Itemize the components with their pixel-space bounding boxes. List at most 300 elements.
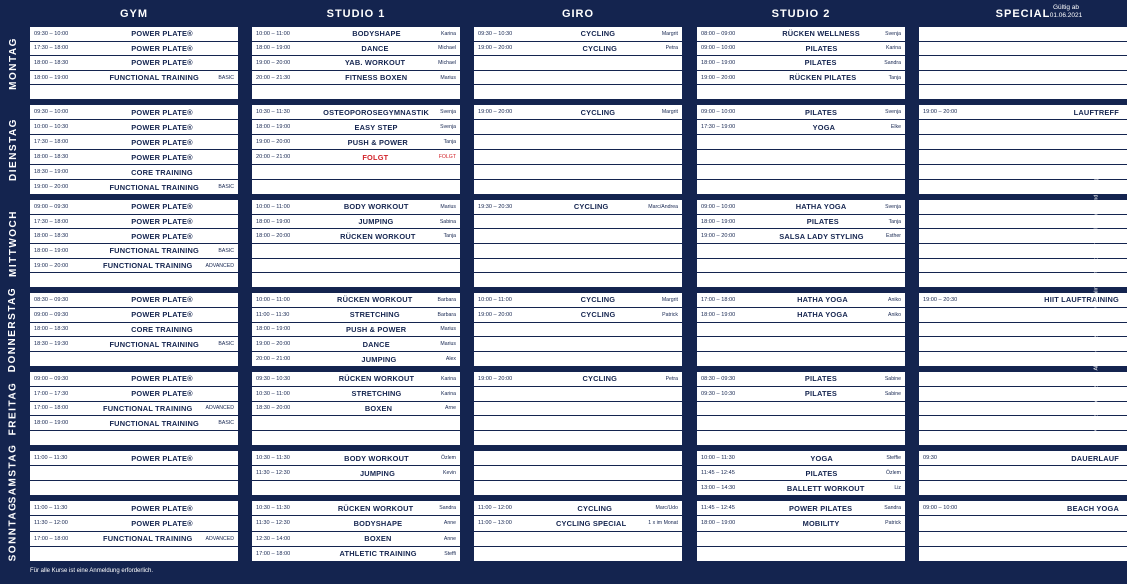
- course-trainer: BASIC: [218, 74, 234, 81]
- course-trainer: Svenja: [885, 30, 901, 37]
- schedule-cell-mittwoch-studio-1: [252, 200, 460, 287]
- empty-slot: [474, 180, 682, 194]
- course-slot: [252, 56, 460, 71]
- schedule-cell-samstag-gym: [30, 451, 238, 495]
- course-slot: [252, 150, 460, 165]
- course-name: JUMPING: [361, 354, 397, 364]
- schedule-cell-donnerstag-gym: [30, 293, 238, 366]
- course-time: 19:00 – 20:00: [478, 45, 513, 52]
- course-time: 19:30 – 20:30: [478, 203, 513, 210]
- course-time: 18:00 – 19:00: [256, 326, 291, 333]
- course-time: 20:00 – 21:30: [256, 74, 291, 81]
- course-trainer: Barbara: [437, 296, 456, 303]
- course-time: 17:30 – 18:00: [34, 218, 69, 225]
- course-time: 13:00 – 14:30: [701, 485, 736, 491]
- course-name: HATHA YOGA: [797, 295, 848, 305]
- course-trainer: Tanja: [443, 139, 456, 145]
- empty-slot: [474, 532, 682, 547]
- course-time: 19:00 – 20:00: [478, 109, 513, 115]
- empty-slot: [474, 85, 682, 99]
- course-name: HIIT LAUFTRAINING: [1044, 295, 1119, 305]
- empty-slot: [30, 85, 238, 99]
- empty-slot: [697, 547, 905, 561]
- empty-slot: [30, 431, 238, 445]
- course-slot: [697, 229, 905, 244]
- course-slot: [252, 42, 460, 57]
- course-trainer: Svenja: [885, 203, 901, 210]
- course-name: RÜCKEN WORKOUT: [338, 374, 415, 384]
- schedule-cell-dienstag-gym: [30, 105, 238, 194]
- empty-slot: [474, 352, 682, 366]
- course-time: 09:00 – 09:30: [34, 311, 69, 318]
- course-time: 20:00 – 21:00: [256, 154, 291, 160]
- course-time: 18:00 – 18:30: [34, 59, 69, 66]
- empty-slot: [697, 352, 905, 366]
- empty-slot: [252, 416, 460, 431]
- course-slot: [252, 352, 460, 366]
- course-time: 19:00 – 20:00: [256, 139, 291, 145]
- course-trainer: ADVANCED: [205, 262, 234, 269]
- side-info-text: Kursplanänderungen und Aktuelles findest Du unter www.almosportclub.com und bei Facebook und Instagram.: [1093, 167, 1100, 433]
- course-trainer: Barbara: [437, 311, 456, 318]
- course-name: FUNCTIONAL TRAINING: [109, 73, 199, 83]
- course-slot: [252, 337, 460, 352]
- course-trainer: Marius: [440, 326, 456, 333]
- course-trainer: BASIC: [218, 420, 234, 427]
- course-time: 18:00 – 19:00: [701, 59, 736, 66]
- course-time: 10:00 – 10:30: [34, 124, 69, 130]
- course-name: BODY WORKOUT: [343, 202, 409, 212]
- course-trainer: Karina: [441, 30, 456, 37]
- course-time: 19:00 – 20:00: [478, 375, 513, 382]
- course-slot: [30, 387, 238, 402]
- course-name: PILATES: [804, 58, 837, 68]
- course-time: 17:30 – 18:00: [34, 139, 69, 145]
- course-name: BODY WORKOUT: [344, 453, 409, 463]
- course-time: 18:00 – 19:00: [34, 74, 69, 81]
- course-slot: [252, 372, 460, 387]
- empty-slot: [474, 402, 682, 417]
- schedule-cell-montag-giro: [474, 27, 682, 99]
- course-slot: [30, 150, 238, 165]
- course-slot: [252, 71, 460, 86]
- course-time: 18:30 – 19:00: [34, 169, 69, 175]
- course-name: RÜCKEN WORKOUT: [337, 295, 413, 305]
- course-slot: [474, 200, 682, 215]
- course-slot: [30, 56, 238, 71]
- day-label-mittwoch: [0, 200, 26, 287]
- course-slot: [252, 516, 460, 531]
- course-slot: [697, 481, 905, 495]
- course-name: RÜCKEN WORKOUT: [340, 231, 416, 241]
- schedule-cell-mittwoch-giro: [474, 200, 682, 287]
- course-slot: [474, 308, 682, 323]
- empty-slot: [252, 85, 460, 99]
- valid-from-note: Gültig ab 01.06.2021: [1049, 4, 1083, 19]
- course-trainer: ADVANCED: [205, 405, 234, 412]
- course-name: MOBILITY: [802, 518, 840, 528]
- course-slot: [252, 387, 460, 402]
- schedule-cell-mittwoch-gym: [30, 200, 238, 287]
- course-trainer: Elke: [890, 124, 901, 130]
- course-slot: [474, 372, 682, 387]
- course-slot: [697, 308, 905, 323]
- course-name: RÜCKEN PILATES: [789, 73, 857, 83]
- course-time: 10:00 – 11:00: [256, 30, 290, 37]
- course-name: POWER PLATE®: [131, 374, 193, 384]
- course-time: 09:30 – 10:00: [34, 30, 69, 37]
- course-trainer: Özlem: [441, 455, 456, 461]
- course-name: POWER PLATE®: [131, 58, 193, 68]
- day-name: MITTWOCH: [7, 210, 19, 277]
- course-time: 18:30 – 19:30: [34, 341, 69, 348]
- course-slot: [474, 105, 682, 120]
- course-name: BOXEN: [364, 403, 393, 413]
- schedule-cell-montag-studio-2: [697, 27, 905, 99]
- empty-slot: [474, 337, 682, 352]
- course-trainer: Petra: [665, 375, 678, 382]
- course-name: FITNESS BOXEN: [345, 73, 408, 83]
- course-time: 11:00 – 12:00: [478, 505, 512, 512]
- day-name: SONNTAG: [7, 501, 19, 561]
- schedule-cell-sonntag-gym: [30, 501, 238, 561]
- course-name: CYCLING: [582, 43, 618, 53]
- empty-slot: [697, 150, 905, 165]
- course-time: 17:30 – 19:00: [701, 124, 736, 130]
- course-trainer: Sabine: [884, 375, 901, 382]
- course-trainer: Tanja: [888, 74, 901, 81]
- course-name: PILATES: [805, 107, 838, 117]
- course-trainer: Patrick: [662, 311, 678, 318]
- course-slot: [252, 547, 460, 561]
- course-name: RÜCKEN WORKOUT: [337, 503, 414, 513]
- schedule-cell-montag-gym: [30, 27, 238, 99]
- course-trainer: Petra: [665, 45, 678, 52]
- course-slot: [697, 105, 905, 120]
- course-name: POWER PLATE®: [131, 202, 193, 212]
- course-trainer: Liz: [894, 485, 901, 491]
- course-trainer: FOLGT: [438, 154, 456, 160]
- course-slot: [252, 229, 460, 244]
- day-label-montag: [0, 27, 26, 99]
- course-trainer: Marc/Udo: [655, 505, 678, 512]
- empty-slot: [30, 547, 238, 561]
- course-name: FUNCTIONAL TRAINING: [103, 403, 193, 413]
- course-trainer: Alex: [445, 356, 456, 363]
- empty-slot: [252, 431, 460, 445]
- empty-slot: [697, 165, 905, 180]
- empty-slot: [697, 431, 905, 445]
- course-time: 09:00 – 10:00: [923, 505, 958, 512]
- course-trainer: Sandra: [884, 59, 901, 66]
- course-slot: [252, 466, 460, 481]
- course-name: FUNCTIONAL TRAINING: [109, 418, 199, 428]
- course-name: BOXEN: [364, 534, 392, 544]
- day-name: FREITAG: [7, 381, 19, 436]
- course-slot: [474, 501, 682, 516]
- course-slot: [30, 180, 238, 194]
- course-name: POWER PLATE®: [131, 389, 193, 399]
- course-name: POWER PLATE®: [131, 310, 193, 320]
- course-time: 19:00 – 20:00: [478, 311, 513, 318]
- course-time: 09:30: [923, 455, 937, 461]
- course-slot: [30, 200, 238, 215]
- empty-slot: [697, 85, 905, 99]
- course-name: HATHA YOGA: [795, 202, 847, 212]
- course-trainer: Karina: [441, 390, 456, 397]
- course-name: FOLGT: [362, 152, 389, 162]
- empty-slot: [252, 180, 460, 194]
- column-header-gym: GYM: [119, 8, 149, 20]
- course-name: EASY STEP: [354, 122, 398, 132]
- empty-slot: [474, 215, 682, 230]
- course-time: 18:00 – 20:00: [256, 233, 291, 240]
- course-trainer: Marius: [440, 203, 456, 210]
- course-trainer: Michael: [438, 59, 456, 66]
- course-slot: [697, 372, 905, 387]
- course-slot: [697, 215, 905, 230]
- course-trainer: Marc/Andrea: [648, 203, 678, 210]
- course-name: PILATES: [806, 217, 839, 226]
- course-name: BEACH YOGA: [1067, 503, 1119, 513]
- course-name: PILATES: [805, 43, 838, 53]
- course-time: 18:00 – 19:00: [34, 247, 69, 254]
- empty-slot: [474, 431, 682, 445]
- column-header-giro: GIRO: [561, 8, 595, 20]
- course-time: 18:00 – 19:00: [701, 520, 736, 527]
- course-time: 19:00 – 20:00: [701, 74, 736, 81]
- course-slot: [697, 293, 905, 308]
- schedule-cell-montag-studio-1: [252, 27, 460, 99]
- course-slot: [30, 105, 238, 120]
- course-trainer: Kevin: [443, 470, 456, 476]
- course-trainer: Margrit: [661, 296, 678, 303]
- course-slot: [30, 416, 238, 431]
- course-trainer: Svenja: [440, 124, 456, 130]
- course-slot: [30, 42, 238, 57]
- empty-slot: [697, 323, 905, 338]
- schedule-cell-freitag-studio-1: [252, 372, 460, 445]
- course-slot: [697, 56, 905, 71]
- course-trainer: Steffie: [886, 455, 901, 461]
- course-time: 11:45 – 12:45: [701, 470, 735, 476]
- course-slot: [252, 27, 460, 42]
- course-name: POWER PLATE®: [131, 453, 193, 463]
- empty-slot: [697, 532, 905, 547]
- course-time: 11:45 – 12:45: [701, 505, 735, 512]
- course-name: POWER PLATE®: [131, 122, 193, 132]
- course-time: 18:00 – 19:00: [701, 311, 736, 318]
- empty-slot: [30, 481, 238, 495]
- course-trainer: Anne: [443, 520, 456, 527]
- empty-slot: [697, 416, 905, 431]
- course-slot: [30, 229, 238, 244]
- schedule-cell-donnerstag-studio-2: [697, 293, 905, 366]
- course-time: 18:00 – 18:30: [34, 154, 69, 160]
- course-time: 09:00 – 09:30: [34, 203, 69, 210]
- course-name: CYCLING: [573, 202, 609, 212]
- course-trainer: Steffi: [444, 550, 456, 557]
- course-slot: [30, 120, 238, 135]
- empty-slot: [252, 244, 460, 259]
- course-time: 09:00 – 10:00: [701, 109, 736, 115]
- empty-slot: [697, 135, 905, 150]
- empty-slot: [474, 451, 682, 466]
- course-slot: [252, 532, 460, 547]
- empty-slot: [697, 244, 905, 259]
- course-slot: [30, 244, 238, 259]
- course-time: 18:00 – 19:00: [701, 218, 736, 225]
- schedule-cell-dienstag-giro: [474, 105, 682, 194]
- day-label-freitag: [0, 372, 26, 445]
- course-slot: [30, 293, 238, 308]
- course-time: 18:00 – 19:00: [256, 45, 291, 52]
- schedule-cell-freitag-studio-2: [697, 372, 905, 445]
- course-time: 18:00 – 18:30: [34, 326, 69, 333]
- column-header-studio-2: STUDIO 2: [771, 8, 831, 20]
- course-time: 17:00 – 18:00: [256, 550, 291, 557]
- course-time: 19:00 – 20:00: [34, 184, 69, 190]
- course-name: POWER PLATE®: [131, 29, 193, 39]
- course-time: 11:30 – 12:00: [34, 520, 68, 527]
- side-info-note: [1090, 30, 1102, 570]
- course-time: 18:00 – 19:00: [256, 124, 291, 130]
- course-name: YAB. WORKOUT: [344, 58, 406, 68]
- schedule-cell-sonntag-studio-1: [252, 501, 460, 561]
- course-time: 10:30 – 11:00: [256, 390, 290, 397]
- empty-slot: [252, 165, 460, 180]
- course-slot: [252, 323, 460, 338]
- empty-slot: [474, 273, 682, 287]
- course-slot: [30, 532, 238, 547]
- course-slot: [30, 27, 238, 42]
- course-name: DAUERLAUF: [1071, 453, 1119, 463]
- course-slot: [252, 105, 460, 120]
- course-trainer: Sandra: [439, 505, 456, 512]
- course-time: 08:30 – 09:30: [34, 296, 69, 303]
- day-name: DIENSTAG: [7, 118, 19, 181]
- course-slot: [30, 308, 238, 323]
- course-trainer: Arne: [445, 405, 456, 412]
- course-time: 19:00 – 20:00: [34, 262, 69, 269]
- day-label-donnerstag: [0, 286, 26, 373]
- course-slot: [697, 71, 905, 86]
- course-time: 09:30 – 10:00: [34, 109, 69, 115]
- course-name: POWER PLATE®: [131, 518, 193, 528]
- course-name: DANCE: [361, 43, 389, 53]
- schedule-cell-sonntag-giro: [474, 501, 682, 561]
- schedule-cell-samstag-giro: [474, 451, 682, 495]
- course-slot: [474, 516, 682, 531]
- course-name: PILATES: [804, 389, 837, 399]
- course-name: FUNCTIONAL TRAINING: [109, 246, 199, 256]
- course-trainer: BASIC: [218, 341, 234, 348]
- empty-slot: [252, 273, 460, 287]
- course-name: CYCLING SPECIAL: [555, 518, 627, 528]
- course-name: OSTEOPOROSEGYMNASTIK: [323, 107, 429, 117]
- course-slot: [30, 451, 238, 466]
- course-name: PUSH & POWER: [346, 324, 407, 334]
- course-name: BALLETT WORKOUT: [786, 483, 865, 493]
- course-time: 17:30 – 18:00: [34, 45, 69, 52]
- course-trainer: ADVANCED: [205, 535, 234, 542]
- course-slot: [252, 402, 460, 417]
- course-name: POWER PILATES: [789, 503, 853, 513]
- course-time: 17:00 – 18:00: [701, 296, 736, 303]
- empty-slot: [474, 150, 682, 165]
- schedule-cell-dienstag-studio-1: [252, 105, 460, 194]
- course-name: CYCLING: [580, 295, 616, 305]
- course-name: CORE TRAINING: [131, 167, 193, 177]
- course-time: 18:30 – 20:00: [256, 405, 291, 412]
- course-slot: [697, 387, 905, 402]
- course-time: 18:00 – 19:00: [34, 420, 69, 427]
- course-time: 18:00 – 18:30: [34, 233, 69, 240]
- course-time: 09:00 – 10:00: [701, 45, 736, 52]
- course-time: 11:00 – 11:30: [34, 455, 68, 461]
- day-label-sonntag: [0, 501, 26, 561]
- course-name: STRETCHING: [349, 310, 400, 320]
- course-trainer: Svenja: [440, 109, 456, 115]
- course-name: LAUFTREFF: [1073, 107, 1119, 117]
- course-name: POWER PLATE®: [131, 295, 193, 305]
- course-slot: [697, 120, 905, 135]
- course-trainer: Anne: [443, 535, 456, 542]
- course-time: 11:00 – 11:30: [256, 311, 290, 318]
- course-trainer: Aniko: [888, 296, 901, 303]
- empty-slot: [697, 402, 905, 417]
- course-slot: [697, 501, 905, 516]
- course-time: 10:00 – 11:00: [256, 203, 290, 210]
- course-name: CORE TRAINING: [131, 324, 193, 334]
- course-slot: [474, 42, 682, 57]
- empty-slot: [474, 120, 682, 135]
- course-slot: [252, 215, 460, 230]
- course-time: 11:30 – 12:30: [256, 520, 290, 527]
- course-slot: [252, 200, 460, 215]
- course-time: 19:00 – 20:00: [256, 59, 291, 66]
- empty-slot: [474, 323, 682, 338]
- course-name: YOGA: [812, 122, 836, 132]
- empty-slot: [474, 259, 682, 274]
- course-time: 20:00 – 21:00: [256, 356, 291, 363]
- course-name: HATHA YOGA: [797, 310, 848, 320]
- course-time: 19:00 – 20:00: [701, 233, 736, 240]
- empty-slot: [474, 481, 682, 495]
- course-name: POWER PLATE®: [131, 152, 193, 162]
- empty-slot: [30, 466, 238, 481]
- course-trainer: Aniko: [888, 311, 901, 318]
- course-time: 08:00 – 09:00: [701, 30, 736, 37]
- course-name: FUNCTIONAL TRAINING: [103, 534, 193, 544]
- empty-slot: [697, 337, 905, 352]
- column-header-studio-1: STUDIO 1: [326, 8, 386, 20]
- course-slot: [30, 71, 238, 86]
- empty-slot: [252, 481, 460, 495]
- course-slot: [30, 259, 238, 274]
- course-trainer: Tanja: [888, 218, 901, 225]
- course-name: FUNCTIONAL TRAINING: [109, 182, 199, 192]
- course-name: POWER PLATE®: [131, 43, 193, 53]
- course-slot: [697, 451, 905, 466]
- course-trainer: Marius: [440, 341, 456, 348]
- course-slot: [697, 516, 905, 531]
- course-trainer: Karina: [441, 375, 456, 382]
- registration-note: Für alle Kurse ist eine Anmeldung erforderlich.: [30, 568, 154, 574]
- course-time: 11:30 – 12:30: [256, 470, 290, 476]
- empty-slot: [697, 259, 905, 274]
- empty-slot: [474, 387, 682, 402]
